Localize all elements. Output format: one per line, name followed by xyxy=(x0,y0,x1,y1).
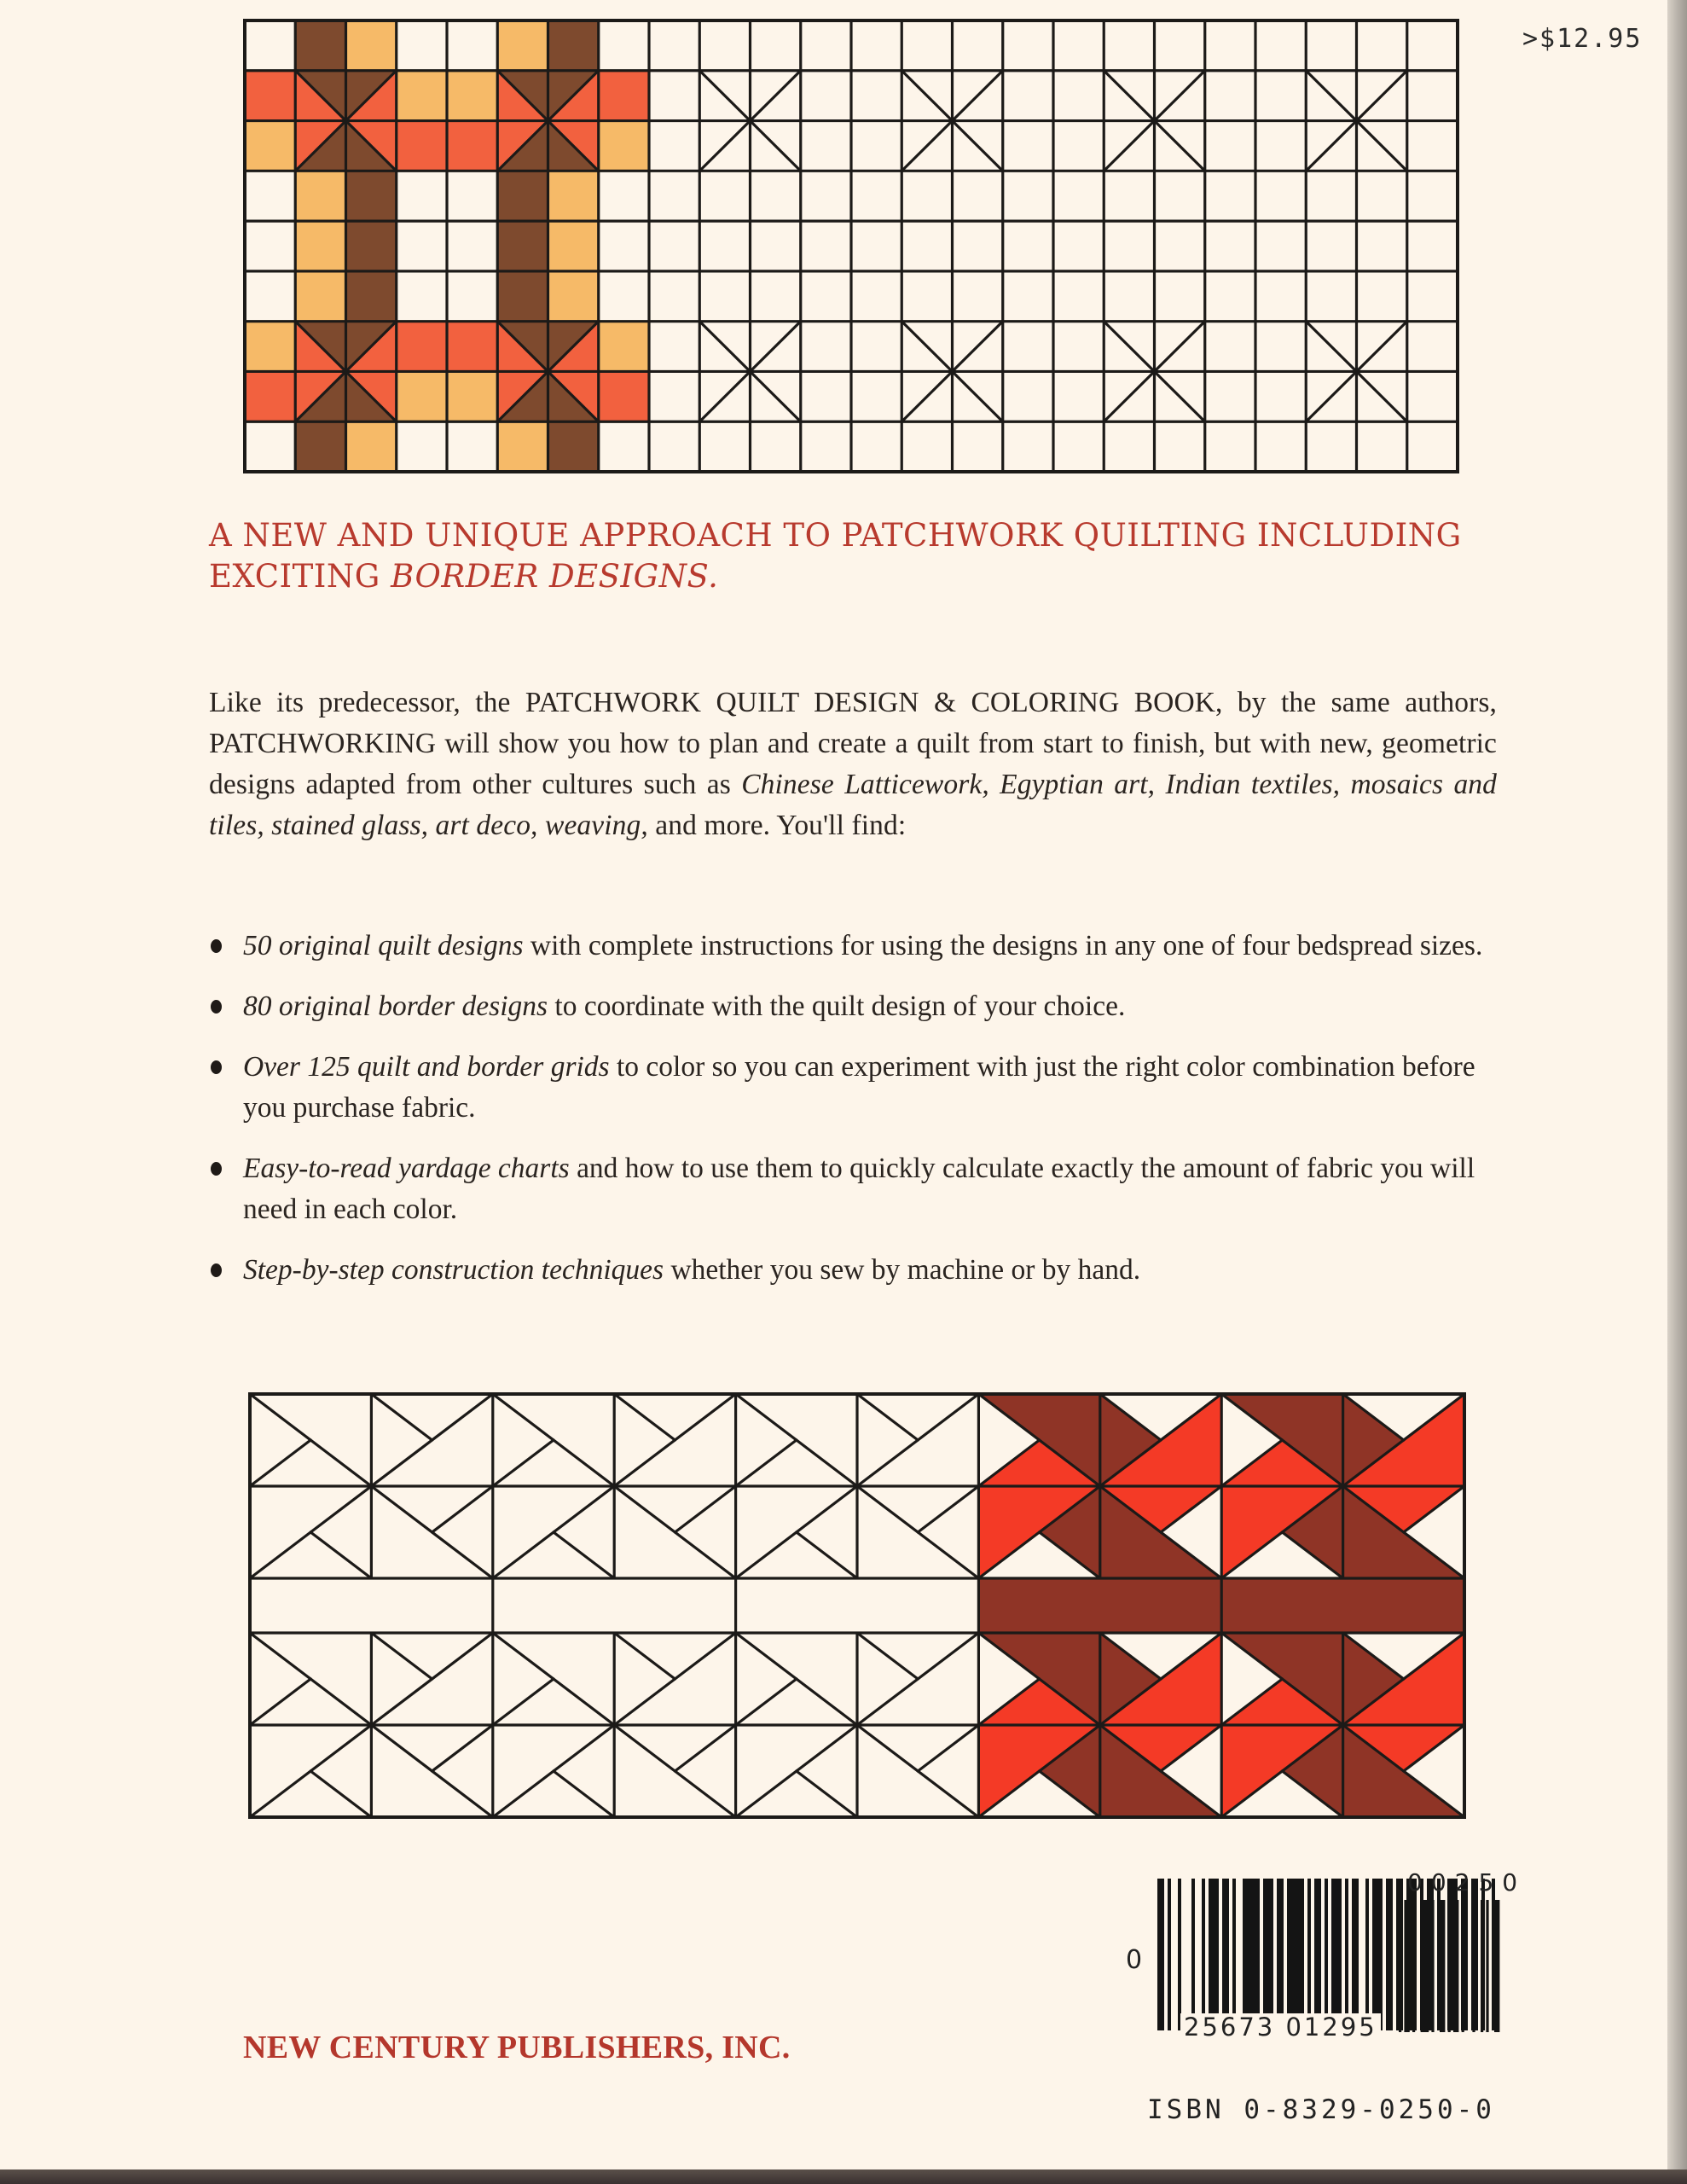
feature-list xyxy=(209,926,1501,1310)
publisher-name: NEW CENTURY PUBLISHERS, INC. xyxy=(243,2030,791,2065)
quilt-cell xyxy=(295,20,346,71)
quilt-cell xyxy=(497,171,548,221)
quilt-cell xyxy=(245,371,296,421)
quilt-cell xyxy=(497,20,548,71)
quilt-cell xyxy=(397,121,448,171)
quilt-cell xyxy=(447,322,498,372)
quilt-cell xyxy=(548,271,600,322)
barcode-addon-bar xyxy=(1412,1900,1415,2032)
barcode-addon-bar xyxy=(1448,1900,1451,2032)
quilt-grid-illustration xyxy=(243,19,1459,473)
quilt-cell xyxy=(397,371,448,421)
quilt-cell xyxy=(548,421,600,472)
quilt-cell xyxy=(245,322,296,372)
page-edge-bottom xyxy=(0,2169,1687,2184)
quilt-cell xyxy=(599,71,650,121)
quilt-cell xyxy=(599,371,650,421)
barcode-bar xyxy=(1307,1879,1311,2030)
barcode xyxy=(1109,1860,1527,2056)
barcode-bar xyxy=(1386,1879,1393,2030)
sashing-strip xyxy=(736,1578,979,1633)
barcode-addon-digits: 00250 xyxy=(1407,1868,1527,1896)
barcode-bar xyxy=(1352,1879,1359,2030)
bullet-icon xyxy=(211,1000,222,1014)
barcode-bar xyxy=(1325,1879,1328,2030)
quilt-cell xyxy=(397,322,448,372)
feature-item: Step-by-step construction techniques whether you sew by machine or by hand. xyxy=(209,1250,1501,1291)
quilt-cell xyxy=(295,221,346,271)
sashing-strip xyxy=(493,1578,736,1633)
quilt-cell xyxy=(346,171,397,221)
barcode-bar xyxy=(1314,1879,1321,2030)
bullet-icon xyxy=(211,1263,222,1277)
barcode-bar xyxy=(1243,1879,1260,2030)
quilt-cell xyxy=(346,221,397,271)
sashing-strip xyxy=(978,1578,1221,1633)
intro-cultures: Chinese Latticework, Egyptian art, Indian textiles, mosaics and tiles, stained glass, art deco, weaving, xyxy=(209,769,1497,841)
barcode-bar xyxy=(1168,1879,1171,2030)
quilt-cell xyxy=(497,221,548,271)
quilt-cell xyxy=(447,71,498,121)
page-edge-right xyxy=(1667,0,1687,2171)
bullet-icon xyxy=(211,1162,222,1176)
headline-line-2: EXCITING BORDER DESIGNS. xyxy=(209,558,719,595)
barcode-addon-bar xyxy=(1472,1900,1475,2032)
barcode-addon-bar xyxy=(1399,1900,1401,2032)
barcode-bar xyxy=(1191,1879,1195,2030)
barcode-bar xyxy=(1277,1879,1284,2030)
quilt-cell xyxy=(295,421,346,472)
barcode-addon-bar xyxy=(1404,1900,1409,2032)
barcode-bar xyxy=(1209,1879,1219,2030)
quilt-cell xyxy=(397,71,448,121)
barcode-addon-bar xyxy=(1421,1900,1429,2032)
barcode-addon-bar xyxy=(1431,1900,1434,2032)
feature-item: 80 original border designs to coordinate with the quilt design of your choice. xyxy=(209,986,1501,1027)
barcode-addon-bar xyxy=(1453,1900,1458,2032)
sashing-strip xyxy=(250,1578,493,1633)
quilt-cell xyxy=(346,20,397,71)
barcode-lead-digit: 0 xyxy=(1126,1945,1143,1975)
barcode-main-digits: 25673 01295 xyxy=(1180,2013,1381,2041)
barcode-bar xyxy=(1345,1879,1348,2030)
price-sticker: >$12.95 xyxy=(1522,24,1643,54)
headline xyxy=(209,515,1505,597)
quilt-cell xyxy=(295,171,346,221)
barcode-addon-bar xyxy=(1440,1900,1445,2032)
barcode-bar xyxy=(1178,1879,1181,2030)
barcode-bar xyxy=(1287,1879,1304,2030)
barcode-bar xyxy=(1365,1879,1369,2030)
quilt-cell xyxy=(245,121,296,171)
quilt-cell xyxy=(497,421,548,472)
barcode-addon-bar xyxy=(1481,1900,1483,2032)
intro-paragraph: Like its predecessor, the PATCHWORK QUILT DESIGN & COLORING BOOK, by the same authors, PATCHWORKING will show you how to plan and create a quilt from start to finish, but with new, geometric designs adapted from other cultures such as Chinese Latticework, Egyptian art, Indian textiles, mosaics and tiles, stained glass, art deco, weaving, and more. You'll find: xyxy=(209,687,1497,841)
border-grid-illustration xyxy=(248,1392,1468,1821)
barcode-bar xyxy=(1157,1879,1164,2030)
quilt-cell xyxy=(548,171,600,221)
barcode-bar xyxy=(1263,1879,1273,2030)
feature-item: Over 125 quilt and border grids to color so you can experiment with just the right color combination before you purchase fabric. xyxy=(209,1047,1501,1129)
feature-item: 50 original quilt designs with complete instructions for using the designs in any one of four bedspread sizes. xyxy=(209,926,1501,967)
quilt-cell xyxy=(447,371,498,421)
quilt-cell xyxy=(497,271,548,322)
headline-line-1: A NEW AND UNIQUE APPROACH TO PATCHWORK QUILTING INCLUDING xyxy=(209,517,1462,554)
quilt-cell xyxy=(245,71,296,121)
quilt-cell xyxy=(346,271,397,322)
barcode-addon-bar xyxy=(1494,1900,1499,2032)
sashing-strip xyxy=(1221,1578,1464,1633)
quilt-cell xyxy=(295,271,346,322)
quilt-cell xyxy=(599,121,650,171)
quilt-cell xyxy=(447,121,498,171)
isbn: ISBN 0-8329-0250-0 xyxy=(1147,2094,1495,2125)
barcode-bar xyxy=(1331,1879,1342,2030)
barcode-bar xyxy=(1202,1879,1205,2030)
bullet-icon xyxy=(211,939,222,953)
barcode-bar xyxy=(1222,1879,1229,2030)
headline-border-designs: BORDER DESIGNS. xyxy=(391,558,719,595)
barcode-bar xyxy=(1372,1879,1383,2030)
quilt-cell xyxy=(599,322,650,372)
barcode-addon-bar xyxy=(1462,1900,1464,2032)
feature-item: Easy-to-read yardage charts and how to use them to quickly calculate exactly the amount of fabric you will need in each color. xyxy=(209,1148,1501,1230)
barcode-addon-bar xyxy=(1486,1900,1488,2032)
quilt-cell xyxy=(548,221,600,271)
quilt-cell xyxy=(548,20,600,71)
barcode-bar xyxy=(1232,1879,1236,2030)
bullet-icon xyxy=(211,1060,222,1074)
quilt-cell xyxy=(346,421,397,472)
